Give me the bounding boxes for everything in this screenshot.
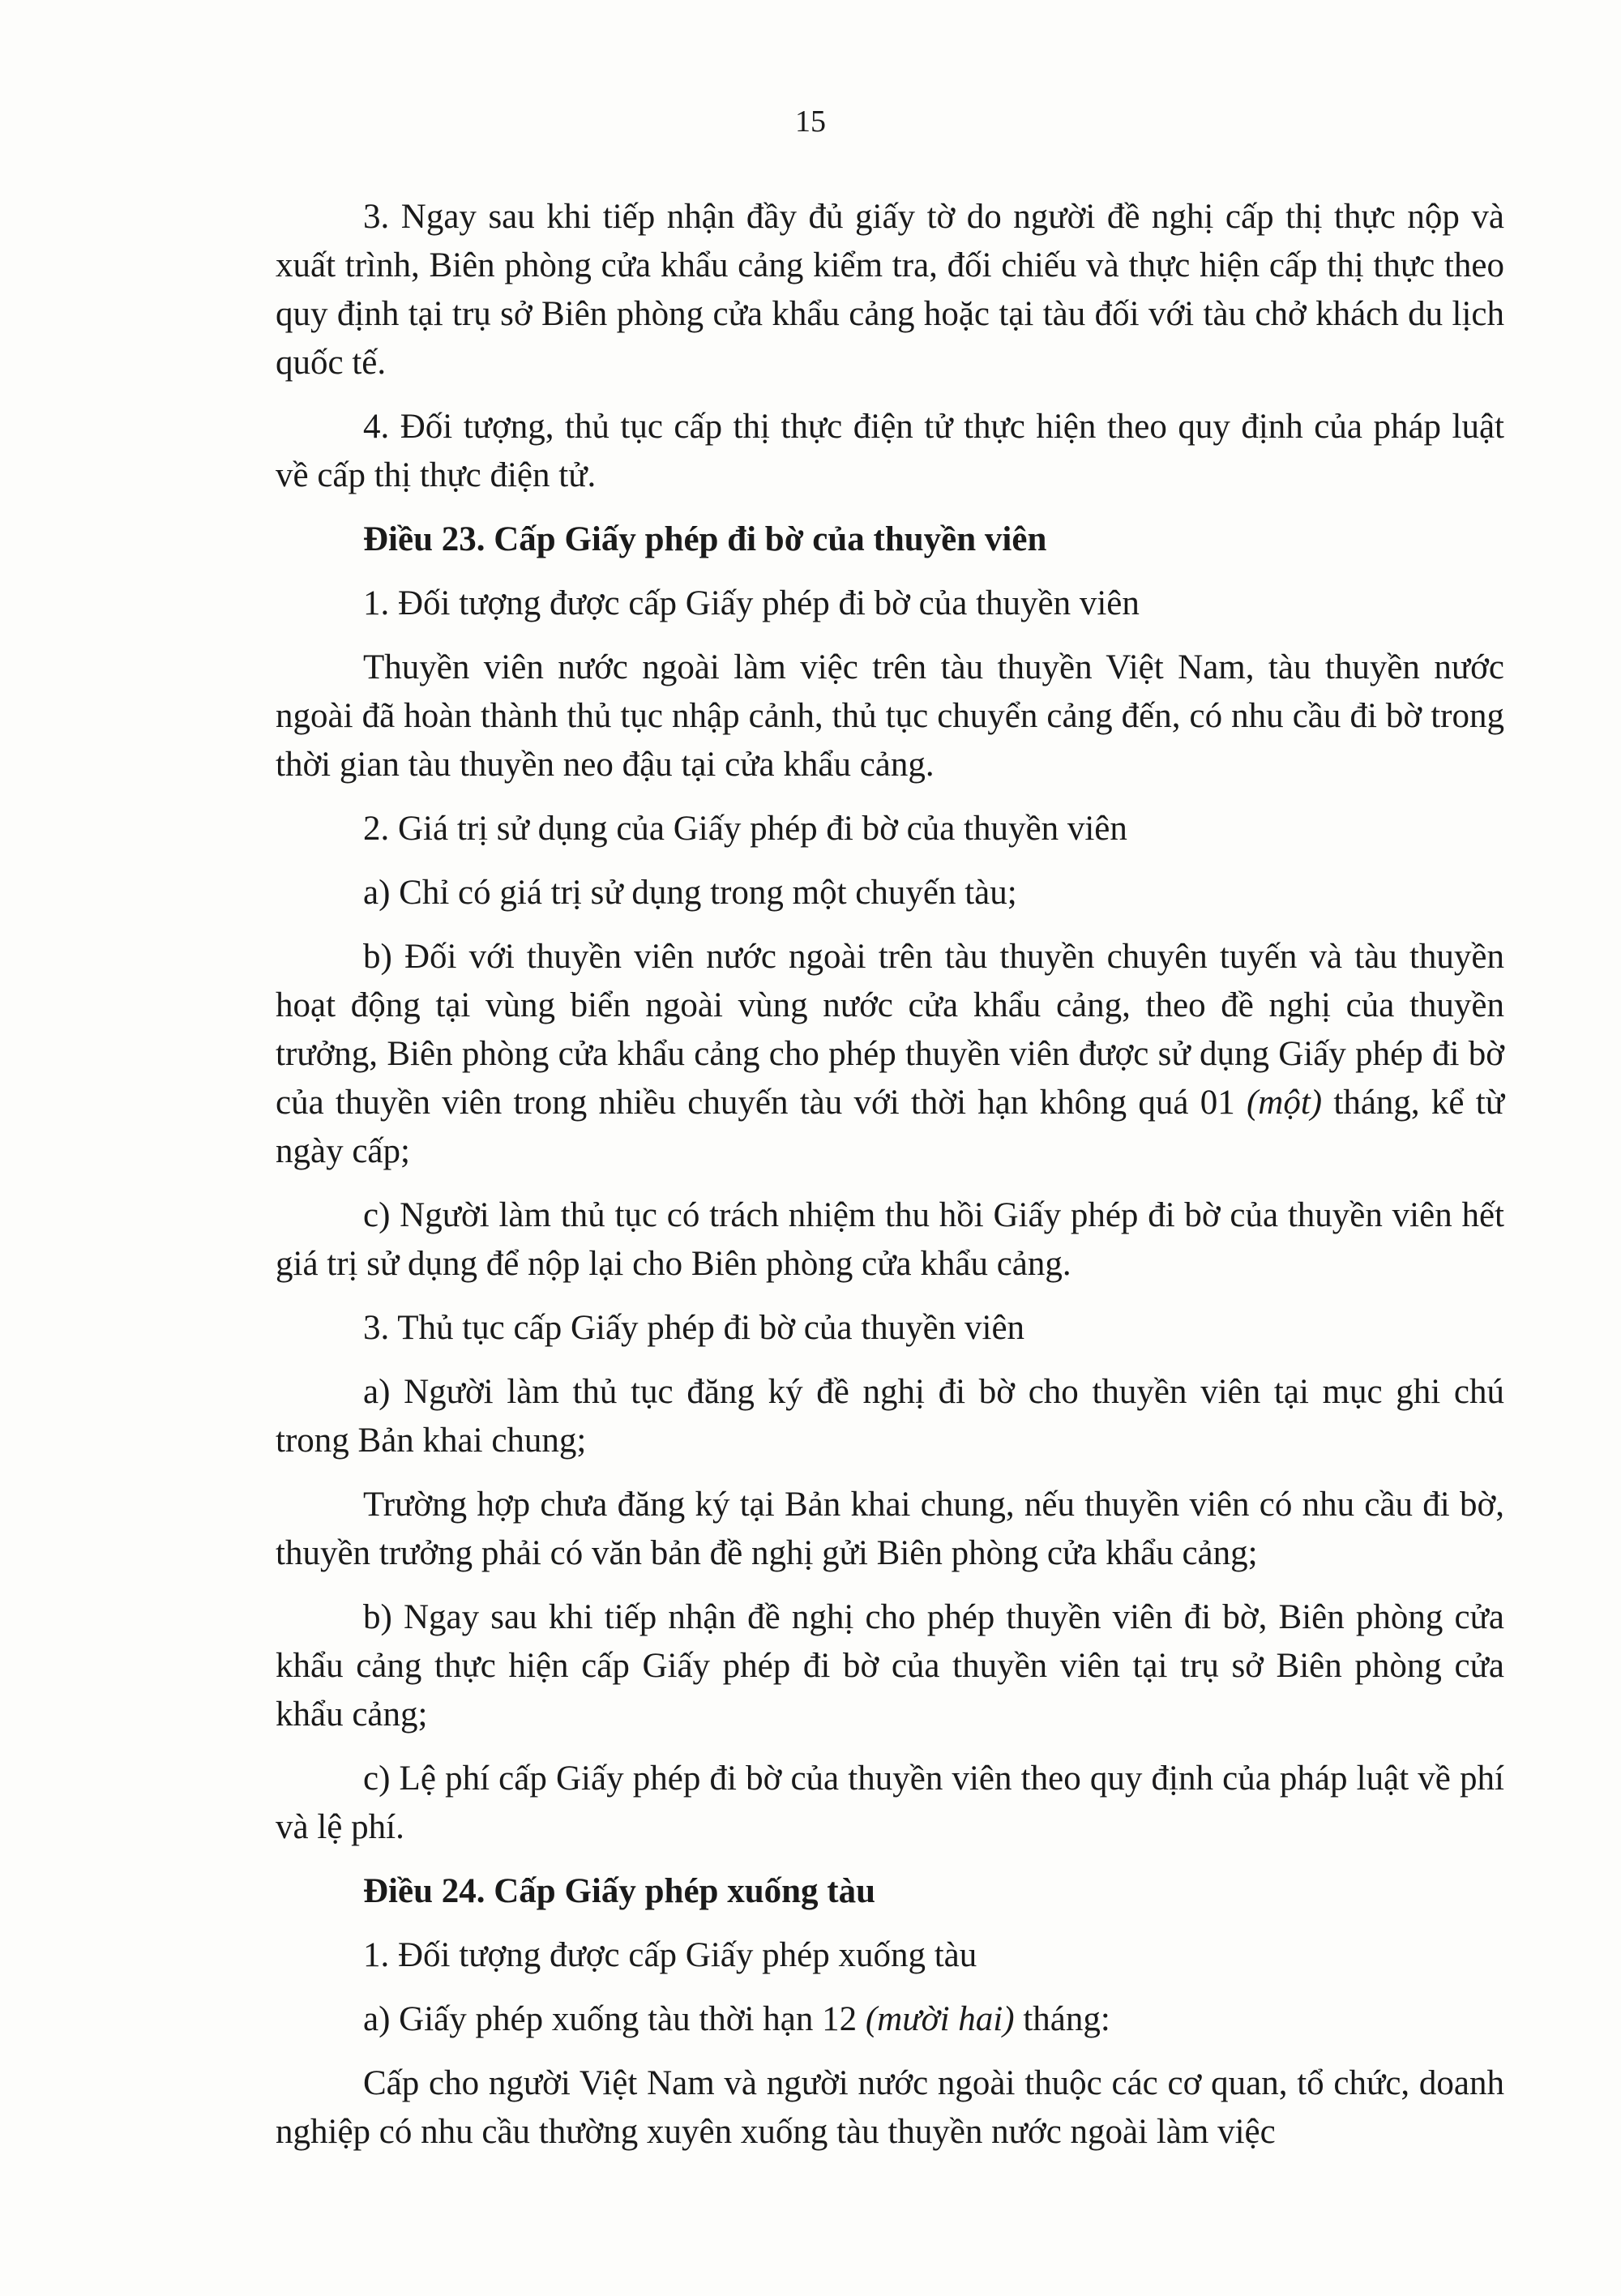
paragraph-e-visa: 4. Đối tượng, thủ tục cấp thị thực điện tử thực hiện theo quy định của pháp luật về cấp thị thực điện tử. (276, 408, 1504, 494)
paragraph-shore-pass-procedure-title: 3. Thủ tục cấp Giấy phép đi bờ của thuyền viên (363, 1309, 1025, 1347)
document-body (276, 193, 1504, 2172)
text-segment: a) Giấy phép xuống tàu thời hạn 12 (363, 2000, 866, 2038)
text-segment: tháng: (1014, 2000, 1110, 2038)
paragraph-shore-pass-subjects: Thuyền viên nước ngoài làm việc trên tàu thuyền Việt Nam, tàu thuyền nước ngoài đã hoàn thành thủ tục nhập cảnh, thủ tục chuyển cảng đến, có nhu cầu đi bờ trong thời gian tàu thuyền neo đậu tại cửa khẩu cảng. (276, 648, 1504, 784)
paragraph-shore-pass-validity-a: a) Chỉ có giá trị sử dụng trong một chuyến tàu; (363, 874, 1017, 912)
article-24-heading: Điều 24. Cấp Giấy phép xuống tàu (363, 1872, 876, 1910)
paragraph-shore-pass-procedure-c: c) Lệ phí cấp Giấy phép đi bờ của thuyền viên theo quy định của pháp luật về phí và lệ phí. (276, 1759, 1504, 1846)
italic-segment: (một) (1246, 1084, 1323, 1122)
page-number: 15 (795, 105, 826, 139)
paragraph-shore-pass-procedure-a-note: Trường hợp chưa đăng ký tại Bản khai chung, nếu thuyền viên có nhu cầu đi bờ, thuyền trưởng phải có văn bản đề nghị gửi Biên phòng cửa khẩu cảng; (276, 1486, 1504, 1572)
paragraph-boarding-permit-subjects-title: 1. Đối tượng được cấp Giấy phép xuống tàu (363, 1936, 977, 1974)
text-segment: b) Đối với thuyền viên nước ngoài trên tàu thuyền chuyên tuyến và tàu thuyền hoạt động tại vùng biển ngoài vùng nước cửa khẩu cảng, theo đề nghị của thuyền trưởng, Biên phòng cửa khẩu cảng cho phép thuyền viên được sử dụng Giấy phép đi bờ của thuyền viên trong nhiều chuyến tàu với thời hạn không quá 01 (276, 938, 1504, 1122)
article-23-heading: Điều 23. Cấp Giấy phép đi bờ của thuyền viên (363, 520, 1047, 558)
paragraph-shore-pass-validity-title: 2. Giá trị sử dụng của Giấy phép đi bờ của thuyền viên (363, 810, 1127, 848)
text-segment: tháng, kể từ ngày cấp; (276, 1084, 1504, 1170)
paragraph-visa-issuance-step-3: 3. Ngay sau khi tiếp nhận đầy đủ giấy tờ do người đề nghị cấp thị thực nộp và xuất trình, Biên phòng cửa khẩu cảng kiểm tra, đối chiếu và thực hiện cấp thị thực theo quy định tại trụ sở Biên phòng cửa khẩu cảng hoặc tại tàu đối với tàu chở khách du lịch quốc tế. (276, 198, 1504, 382)
paragraph-shore-pass-validity-b (276, 933, 1504, 1176)
paragraph-boarding-permit-a-detail: Cấp cho người Việt Nam và người nước ngoài thuộc các cơ quan, tổ chức, doanh nghiệp có nhu cầu thường xuyên xuống tàu thuyền nước ngoài làm việc (276, 2064, 1504, 2151)
paragraph-shore-pass-procedure-b: b) Ngay sau khi tiếp nhận đề nghị cho phép thuyền viên đi bờ, Biên phòng cửa khẩu cảng thực hiện cấp Giấy phép đi bờ của thuyền viên tại trụ sở Biên phòng cửa khẩu cảng; (276, 1598, 1504, 1734)
paragraph-shore-pass-subjects-title: 1. Đối tượng được cấp Giấy phép đi bờ của thuyền viên (363, 584, 1140, 622)
paragraph-shore-pass-validity-c: c) Người làm thủ tục có trách nhiệm thu hồi Giấy phép đi bờ của thuyền viên hết giá trị sử dụng để nộp lại cho Biên phòng cửa khẩu cảng. (276, 1196, 1504, 1283)
italic-segment: (mười hai) (865, 2000, 1015, 2038)
paragraph-boarding-permit-a (276, 1995, 1504, 2044)
paragraph-shore-pass-procedure-a: a) Người làm thủ tục đăng ký đề nghị đi bờ cho thuyền viên tại mục ghi chú trong Bản khai chung; (276, 1373, 1504, 1460)
